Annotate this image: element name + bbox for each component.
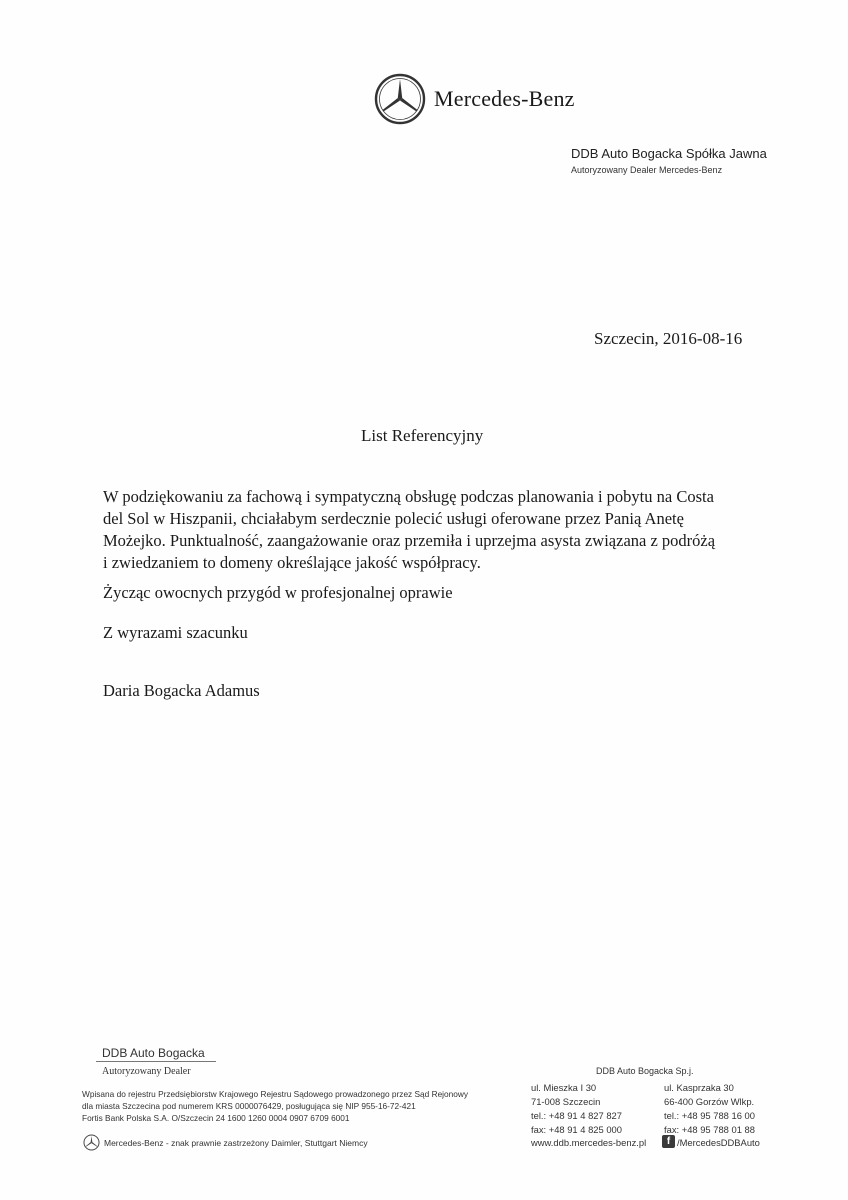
- dealer-subtitle: Autoryzowany Dealer Mercedes-Benz: [571, 165, 723, 175]
- mercedes-star-icon: [374, 73, 426, 125]
- letter-closing: Z wyrazami szacunku: [103, 623, 248, 642]
- footer-divider: [96, 1061, 216, 1062]
- footer-address-szczecin: [531, 1081, 622, 1137]
- mercedes-star-icon: [83, 1134, 100, 1151]
- footer-company: DDB Auto Bogacka Sp.j.: [596, 1066, 694, 1076]
- address-line: ul. Mieszka I 30: [531, 1082, 597, 1093]
- signer-name: Daria Bogacka Adamus: [103, 681, 260, 700]
- footer-legal-info: Wpisana do rejestru Przedsiębiorstw Krajowego Rejestru Sądowego prowadzonego przez Sąd Rejonowy dla miasta Szczecina pod numerem KRS 0000076429, posługująca się NIP 955-16-72-421 Fortis Bank Polska S.A. O/Szczecin 24 1600 1260 0004 0907 6709 6001: [82, 1089, 469, 1123]
- footer-address-gorzow: [664, 1081, 755, 1137]
- fax-line: fax: +48 95 788 01 88: [664, 1124, 755, 1135]
- footer-dealer-name: DDB Auto Bogacka: [102, 1046, 205, 1060]
- footer-trademark: Mercedes-Benz - znak prawnie zastrzeżony Daimler, Stuttgart Niemcy: [104, 1138, 368, 1148]
- brand-name: Mercedes-Benz: [434, 86, 575, 111]
- letter-body: W podziękowaniu za fachową i sympatyczną obsługę podczas planowania i pobytu na Costa del Sol w Hiszpanii, chciałabym serdecznie polecić usługi oferowane przez Panią Anetę Możejko. Punktualność, zaangażowanie oraz przemiła i uprzejma asysta związana z podróżą i zwiedzaniem to domeny określające jakość współpracy.: [103, 487, 716, 572]
- address-line: 71-008 Szczecin: [531, 1096, 601, 1107]
- fax-line: fax: +48 91 4 825 000: [531, 1124, 622, 1135]
- phone-line: tel.: +48 95 788 16 00: [664, 1110, 755, 1121]
- facebook-icon: f: [662, 1135, 675, 1148]
- address-line: 66-400 Gorzów Wlkp.: [664, 1096, 755, 1107]
- dealer-name: DDB Auto Bogacka Spółka Jawna: [571, 146, 767, 161]
- letter-date: Szczecin, 2016-08-16: [594, 329, 743, 348]
- phone-line: tel.: +48 91 4 827 827: [531, 1110, 622, 1121]
- address-line: ul. Kasprzaka 30: [664, 1082, 734, 1093]
- footer-dealer-subtitle: Autoryzowany Dealer: [102, 1066, 191, 1077]
- footer-facebook: /MercedesDDBAuto: [677, 1137, 760, 1148]
- footer-website: www.ddb.mercedes-benz.pl: [531, 1137, 647, 1148]
- letter-wish: Życząc owocnych przygód w profesjonalnej oprawie: [103, 583, 453, 602]
- letter-title: List Referencyjny: [361, 426, 484, 445]
